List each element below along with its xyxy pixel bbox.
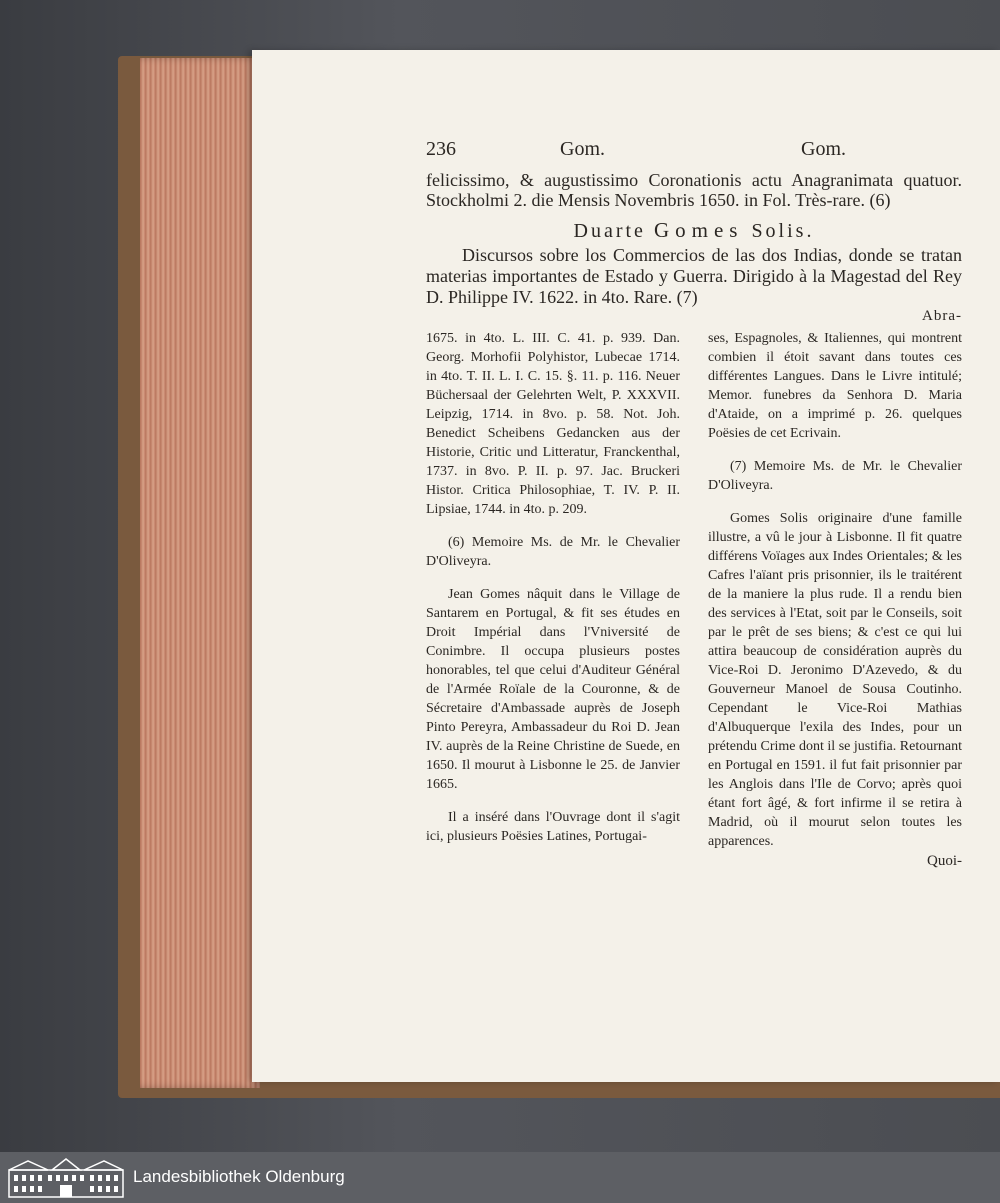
library-name: Landesbibliothek Oldenburg	[133, 1167, 345, 1186]
section-heading	[426, 218, 962, 243]
left-note-1: 1675. in 4to. L. III. C. 41. p. 939. Dan. Georg. Morhofii Polyhistor, Lubecae 1714. in 4to. T. II. L. I. C. 15. §. 11. p. 116. Neuer Büchersaal der Gelehrten Welt, P. XXXVII. Leipzig, 1714. in 8vo. p. 58. Not. Joh. Benedict Scheibens Gedancken aus der Historie, Critic und Litteratur, Franckenthal, 1737. in 8vo. P. II. p. 97. Jac. Bruckeri Histor. Critica Philosophiae, T. IV. P. II. Lipsiae, 1744. in 4to. p. 209.	[426, 331, 680, 517]
left-note-2: (6) Memoire Ms. de Mr. le Chevalier D'Oliveyra.	[426, 535, 680, 569]
header-left-word: Gom.	[560, 138, 605, 160]
catchword-bottom: Quoi-	[927, 853, 962, 869]
library-building-icon	[8, 1158, 124, 1198]
right-note-2: (7) Memoire Ms. de Mr. le Chevalier D'Oliveyra.	[708, 459, 962, 493]
page-number: 236	[426, 138, 456, 160]
catchword-top: Abra-	[922, 308, 962, 324]
right-note-3: Gomes Solis originaire d'une famille illustre, a vû le jour à Lisbonne. Il fit quatre différens Voïages aux Indes Orientales; & les Cafres l'aïant pris prisonnier, ils le traitérent de la maniere la plus rude. Il a rendu bien des services à l'Etat, soit par le Conseils, soit par le prêt de ses biens; & c'est ce qui lui attira beaucoup de considération auprès du Vice-Roi D. Jeronimo D'Azevedo, & du Gouverneur Manoel de Sousa Coutinho. Cependant le Vice-Roi Mathias d'Albuquerque l'exila des Indes, pour un prétendu Crime dont il se justifia. Retournant en Portugal en 1591. il fut fait prisonnier par les Anglois dans l'Ile de Corvo; après quoi étant fort âgé, & fort infirme il se retira à Madrid, où il mourut selon toutes les apparences.	[708, 511, 962, 849]
footer-bar	[0, 1152, 1000, 1203]
running-header	[426, 138, 962, 164]
lead-paragraph: felicissimo, & augustissimo Coronationis actu Anagranimata quatuor. Stockholmi 2. die Mensis Novembris 1650. in Fol. Très-rare. (6)	[426, 170, 962, 210]
entry-paragraph: Discursos sobre los Commercios de las dos Indias, donde se tratan materias importantes de Estado y Guerra. Dirigido à la Magestad del Rey D. Philippe IV. 1622. in 4to. Rare. (7)	[426, 245, 962, 307]
left-column	[426, 329, 680, 846]
right-note-1: ses, Espagnoles, & Italiennes, qui montrent combien il étoit savant dans toutes ces différentes Langues. Dans le Livre intitulé; Memor. funebres da Senhora D. Maria d'Ataide, on a imprimé p. 26. quelques Poësies de cet Ecrivain.	[708, 331, 962, 441]
footnote-columns	[426, 329, 962, 849]
page-edges	[140, 58, 260, 1088]
heading-last-name: Solis.	[751, 220, 815, 242]
heading-surname: Gomes	[653, 218, 744, 242]
page-content	[426, 138, 962, 870]
right-column	[708, 329, 962, 851]
left-note-4: Il a inséré dans l'Ouvrage dont il s'agit ici, plusieurs Poësies Latines, Portugai-	[426, 810, 680, 844]
left-note-3: Jean Gomes nâquit dans le Village de Santarem en Portugal, & fit ses études en Droit Impérial dans l'Vniversité de Conimbre. Il occupa plusieurs postes honorables, tel que celui d'Auditeur Général de l'Armée Roïale de la Couronne, & de Sécretaire d'Ambassade auprès de Joseph Pinto Pereyra, Ambassadeur du Roi D. Jean IV. auprès de la Reine Christine de Suede, en 1650. Il mourut à Lisbonne le 25. de Janvier 1665.	[426, 587, 680, 792]
header-right-word: Gom.	[801, 138, 846, 160]
heading-first-name: Duarte	[573, 220, 646, 242]
